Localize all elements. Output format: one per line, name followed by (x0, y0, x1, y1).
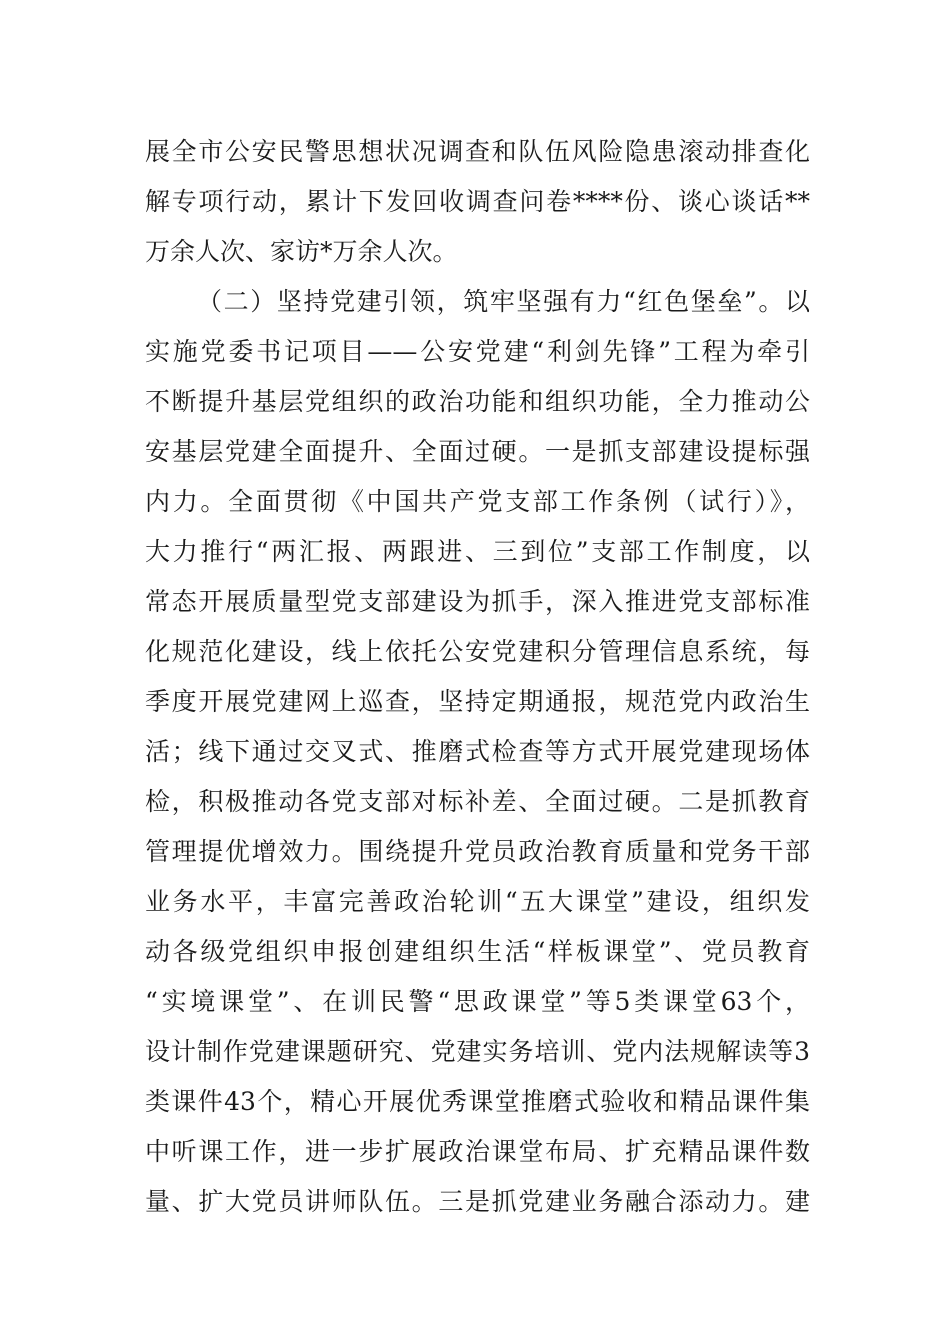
paragraph-line: 设计制作党建课题研究、党建实务培训、党内法规解读等3 (145, 1037, 810, 1066)
paragraph-line: 化规范化建设，线上依托公安党建积分管理信息系统，每 (145, 637, 810, 666)
paragraph-1 (145, 127, 810, 277)
paragraph-line: “实境课堂”、在训民警“思政课堂”等5类课堂63个， (145, 987, 810, 1016)
paragraph-line: 量、扩大党员讲师队伍。三是抓党建业务融合添动力。建 (145, 1187, 810, 1216)
paragraph-line: 季度开展党建网上巡查，坚持定期通报，规范党内政治生 (145, 687, 810, 716)
paragraph-line: 内力。全面贯彻《中国共产党支部工作条例（试行）》， (145, 487, 810, 516)
paragraph-line: 动各级党组织申报创建组织生活“样板课堂”、党员教育 (145, 937, 810, 966)
paragraph-line: 实施党委书记项目——公安党建“利剑先锋”工程为牵引 (145, 337, 810, 366)
paragraph-line: 业务水平，丰富完善政治轮训“五大课堂”建设，组织发 (145, 887, 810, 916)
paragraph-line: 活；线下通过交叉式、推磨式检查等方式开展党建现场体 (145, 737, 810, 766)
paragraph-line: 检，积极推动各党支部对标补差、全面过硬。二是抓教育 (145, 787, 810, 816)
paragraph-line: 常态开展质量型党支部建设为抓手，深入推进党支部标准 (145, 587, 810, 616)
paragraph-line: 万余人次、家访*万余人次。 (145, 237, 458, 266)
paragraph-line: 不断提升基层党组织的政治功能和组织功能，全力推动公 (145, 387, 810, 416)
paragraph-line: 大力推行“两汇报、两跟进、三到位”支部工作制度，以 (145, 537, 810, 566)
paragraph-2 (145, 277, 810, 1227)
paragraph-line: 管理提优增效力。围绕提升党员政治教育质量和党务干部 (145, 837, 810, 866)
paragraph-line: 安基层党建全面提升、全面过硬。一是抓支部建设提标强 (145, 437, 810, 466)
paragraph-line: 中听课工作，进一步扩展政治课堂布局、扩充精品课件数 (145, 1137, 810, 1166)
paragraph-line: 解专项行动，累计下发回收调查问卷****份、谈心谈话** (145, 187, 810, 216)
paragraph-line: 类课件43个，精心开展优秀课堂推磨式验收和精品课件集 (145, 1087, 810, 1116)
paragraph-heading-line: （二）坚持党建引领，筑牢坚强有力“红色堡垒”。以 (197, 287, 810, 316)
paragraph-line: 展全市公安民警思想状况调查和队伍风险隐患滚动排查化 (145, 137, 810, 166)
